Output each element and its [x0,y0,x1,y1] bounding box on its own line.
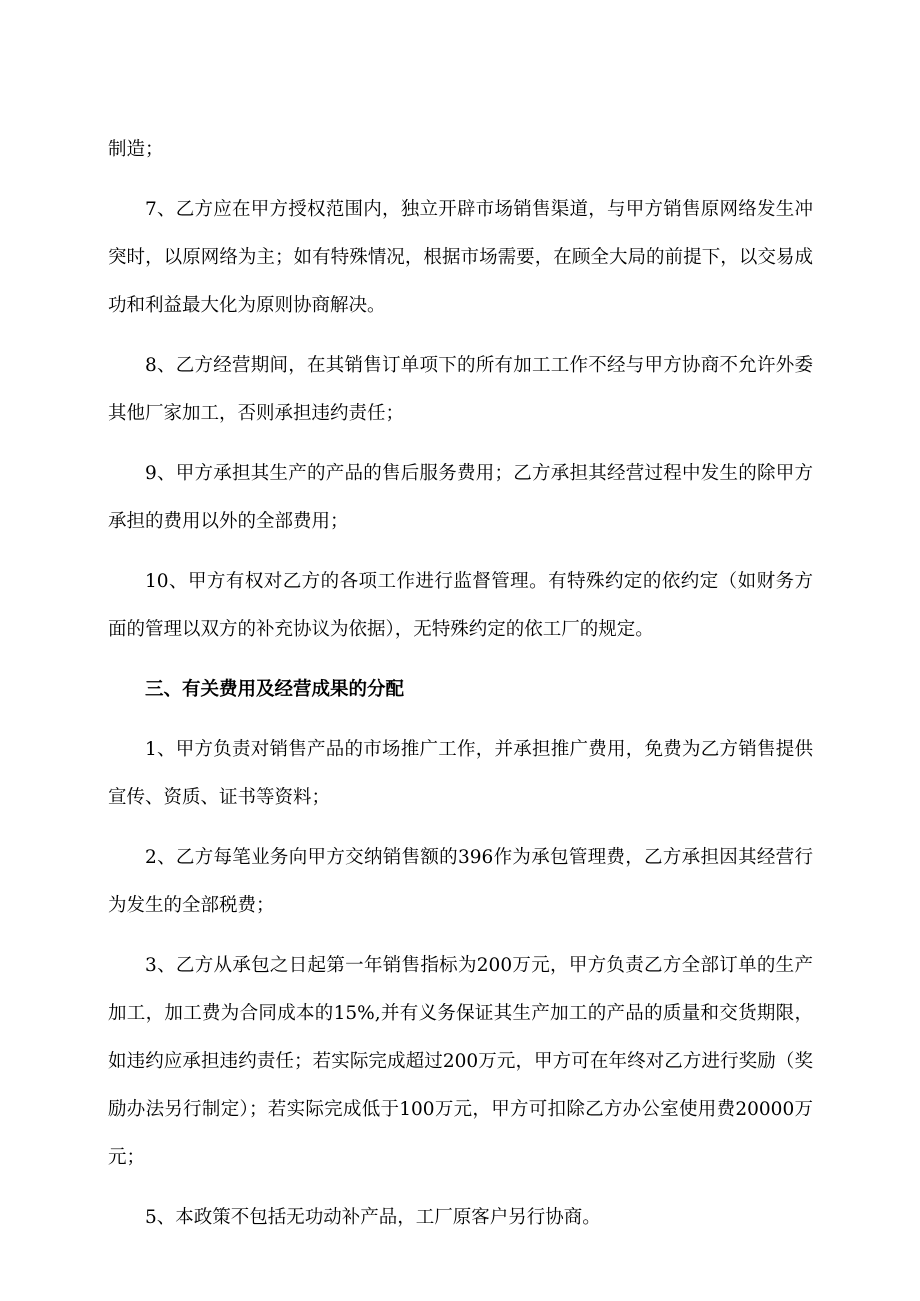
clause-8: 8、乙方经营期间，在其销售订单项下的所有加工工作不经与甲方协商不允许外委其他厂家加工，否则承担违约责任； [108,355,813,424]
clause-9: 9、甲方承担其生产的产品的售后服务费用；乙方承担其经营过程中发生的除甲方承担的费用以外的全部费用； [108,463,813,532]
clause-7: 7、乙方应在甲方授权范围内，独立开辟市场销售渠道，与甲方销售原网络发生冲突时，以原网络为主；如有特殊情况，根据市场需要，在顾全大局的前提下，以交易成功和利益最大化为原则协商解决。 [108,199,813,316]
document-body [108,126,813,1254]
section-heading-fees: 三、有关费用及经营成果的分配 [145,679,405,700]
fees-clause-3: 3、乙方从承包之日起第一年销售指标为200万元，甲方负责乙方全部订单的生产加工，加工费为合同成本的15%,并有义务保证其生产加工的产品的质量和交货期限，如违约应承担违约责任；若实际完成超过200万元，甲方可在年终对乙方进行奖励（奖励办法另行制定）；若实际完成低于100万元，甲方可扣除乙方办公室使用费20000万元； [108,955,813,1168]
fees-clause-5: 5、本政策不包括无功动补产品，工厂原客户另行协商。 [145,1207,601,1228]
paragraph-continued: 制造； [108,139,164,160]
fees-clause-2: 2、乙方每笔业务向甲方交纳销售额的396作为承包管理费，乙方承担因其经营行为发生的全部税费； [108,847,813,916]
fees-clause-1: 1、甲方负责对销售产品的市场推广工作，并承担推广费用，免费为乙方销售提供宣传、资质、证书等资料； [108,739,813,808]
clause-10: 10、甲方有权对乙方的各项工作进行监督管理。有特殊约定的依约定（如财务方面的管理以双方的补充协议为依据），无特殊约定的依工厂的规定。 [108,571,813,640]
